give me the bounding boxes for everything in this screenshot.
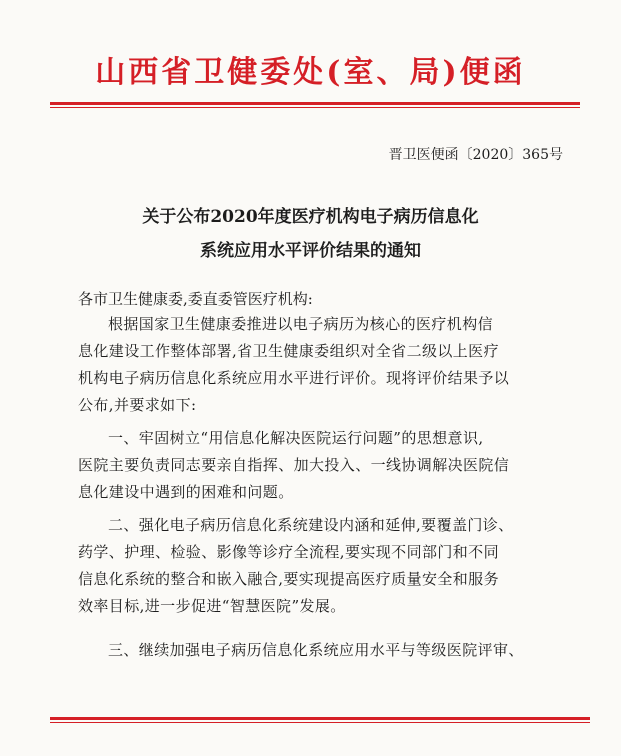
letterhead-rule-thick	[50, 102, 580, 105]
paragraph-line: 效率目标,进一步促进“智慧医院”发展。	[78, 597, 346, 615]
document-title-line-2: 系统应用水平评价结果的通知	[200, 241, 421, 261]
letterhead-rule-thin	[50, 107, 580, 108]
footer-rule-thick	[50, 717, 590, 720]
paragraph-line: 药学、护理、检验、影像等诊疗全流程,要实现不同部门和不同	[78, 543, 499, 561]
paragraph-3	[78, 512, 558, 620]
paragraph-line: 三、继续加强电子病历信息化系统应用水平与等级医院评审、	[108, 641, 524, 659]
footer-rule-thin	[50, 722, 590, 723]
paragraph-line: 根据国家卫生健康委推进以电子病历为核心的医疗机构信	[108, 315, 494, 333]
paragraph-line: 一、牢固树立“用信息化解决医院运行问题”的思想意识,	[108, 429, 484, 447]
paragraph-line: 息化建设中遇到的困难和问题。	[78, 483, 294, 501]
document-number: 晋卫医便函〔2020〕365号	[388, 147, 563, 163]
paragraph-1	[78, 311, 558, 419]
paragraph-2	[78, 425, 558, 506]
paragraph-line: 医院主要负责同志要亲自指挥、加大投入、一线协调解决医院信	[78, 456, 510, 474]
paragraph-line: 公布,并要求如下:	[78, 396, 197, 414]
paragraph-line: 信息化系统的整合和嵌入融合,要实现提高医疗质量安全和服务	[78, 570, 499, 588]
document-title-line-1: 关于公布2020年度医疗机构电子病历信息化	[142, 207, 479, 227]
paragraph-line: 二、强化电子病历信息化系统建设内涵和延伸,要覆盖门诊、	[108, 516, 514, 534]
paragraph-line: 机构电子病历信息化系统应用水平进行评价。现将评价结果予以	[78, 369, 510, 387]
document-title	[0, 200, 621, 268]
paragraph-4	[78, 637, 558, 664]
addressee: 各市卫生健康委,委直委管医疗机构:	[78, 290, 313, 308]
paragraph-line: 息化建设工作整体部署,省卫生健康委组织对全省二级以上医疗	[78, 342, 499, 360]
letterhead-title: 山西省卫健委处(室、局)便函	[95, 55, 526, 90]
